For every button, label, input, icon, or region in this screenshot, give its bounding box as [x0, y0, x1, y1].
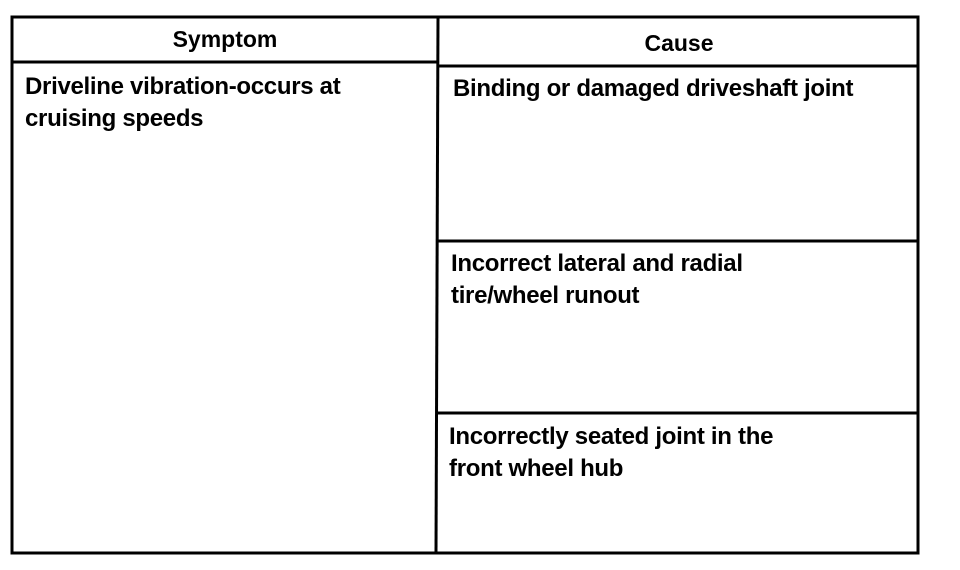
symptom-header: Symptom	[172, 26, 278, 52]
cause-cell-3: Incorrectly seated joint in the front wheel hub	[449, 423, 774, 482]
cause-cell-2: Incorrect lateral and radial tire/wheel runout	[451, 250, 743, 309]
cause-header: Cause	[644, 30, 714, 56]
column-divider	[436, 17, 438, 553]
symptom-cell: Driveline vibration-occurs at cruising speeds	[25, 73, 341, 132]
cause-cell-1: Binding or damaged driveshaft joint	[453, 75, 854, 102]
diagnosis-table	[10, 15, 920, 555]
